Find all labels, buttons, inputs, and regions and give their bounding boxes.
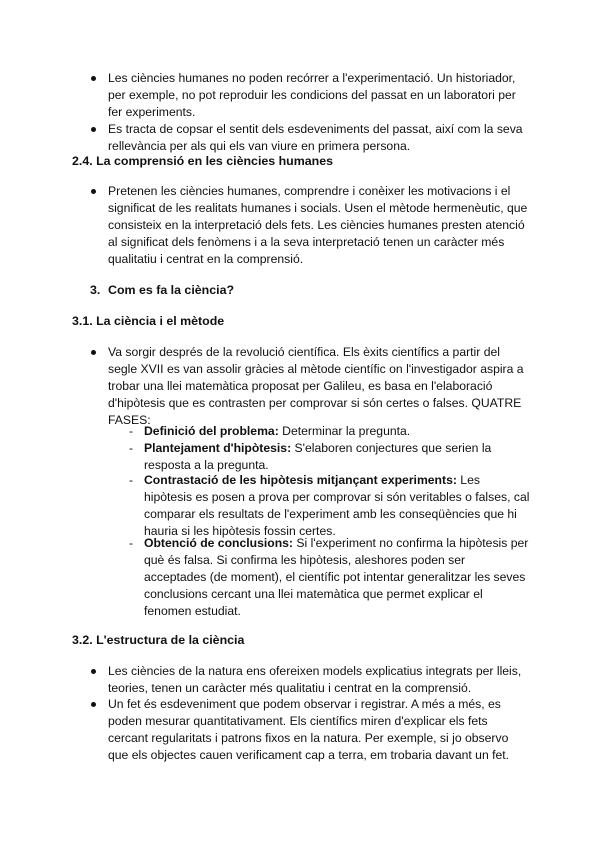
phase-1: - Definició del problema: Determinar la pregunta.: [129, 424, 411, 438]
bullet-3-2-2: Un fet és esdeveniment que podem observar i registrar. A més a més, es poden mesurar quantitativament. Els científics miren d'explicar els fets cercant regularitats i patrons fixos en la natura. Per exemple, si jo observo que els objectes cauen verificament cap a terra, em trobaria davant un fet.: [0, 696, 600, 764]
heading-3-number: 3.: [90, 283, 101, 297]
bullet-3-2-1: Les ciències de la natura ens ofereixen models explicatius integrats per lleis, teories, tenen un caràcter més qualitatiu i centrat en la comprensió.: [0, 663, 600, 697]
dash-marker: -: [129, 441, 134, 455]
heading-3: [90, 282, 234, 299]
dash-marker: -: [129, 536, 134, 550]
phase-4: - Obtenció de conclusions: Si l'experiment no confirma la hipòtesis per què és falsa. Si confirma les hipòtesis, aleshores poden ser acceptades (de moment), el científic pot intentar generalitzar les seves conclusions cercant una llei matemàtica que permet explicar el fenomen estudiat.: [129, 536, 529, 618]
phase-3: - Contrastació de les hipòtesis mitjançant experiments: Les hipòtesis es posen a prova per comprovar si són veritables o falses, cal comparar els resultats de l'experiment amb les conseqüències que hi hauria si les hipòtesis fossin certes.: [129, 473, 530, 538]
heading-3-title: Com es fa la ciència?: [108, 283, 235, 297]
bullet-2-4: Pretenen les ciències humanes, comprendre i conèixer les motivacions i el significat de les realitats humanes i socials. Usen el mètode hermenèutic, que consisteix en la interpretació dels fets. Les ciències humanes presten atenció al significat dels fenòmens i a la seva interpretació tenen un caràcter més qualitatiu i centrat en la comprensió.: [0, 183, 600, 268]
heading-2-4: 2.4. La comprensió en les ciències humanes: [72, 154, 334, 168]
dash-marker: -: [129, 424, 134, 438]
heading-3-1: 3.1. La ciència i el mètode: [72, 314, 225, 328]
dash-marker: -: [129, 473, 134, 487]
bullet-3-1: Va sorgir després de la revolució científica. Els èxits científics a partir del segle XVII es van assolir gràcies al mètode científic on l'investigador aspira a trobar una llei matemàtica proposat per Galileu, es basa en l'elaboració d'hipòtesis que es contrasten per comprovar si són certes o falses. QUATRE FASES:: [0, 344, 600, 429]
intro-bullet-1: Les ciències humanes no poden recórrer a l'experimentació. Un historiador, per exemple, no pot reproduir les condicions del passat en un laboratori per fer experiments.: [0, 70, 600, 121]
phase-2: - Plantejament d'hipòtesis: S'elaboren conjectures que serien la resposta a la pregunta.: [129, 441, 492, 472]
intro-bullet-2: Es tracta de copsar el sentit dels esdeveniments del passat, així com la seva rellevància per als qui els van viure en primera persona.: [0, 121, 600, 155]
heading-3-2: 3.2. L'estructura de la ciència: [72, 633, 245, 647]
